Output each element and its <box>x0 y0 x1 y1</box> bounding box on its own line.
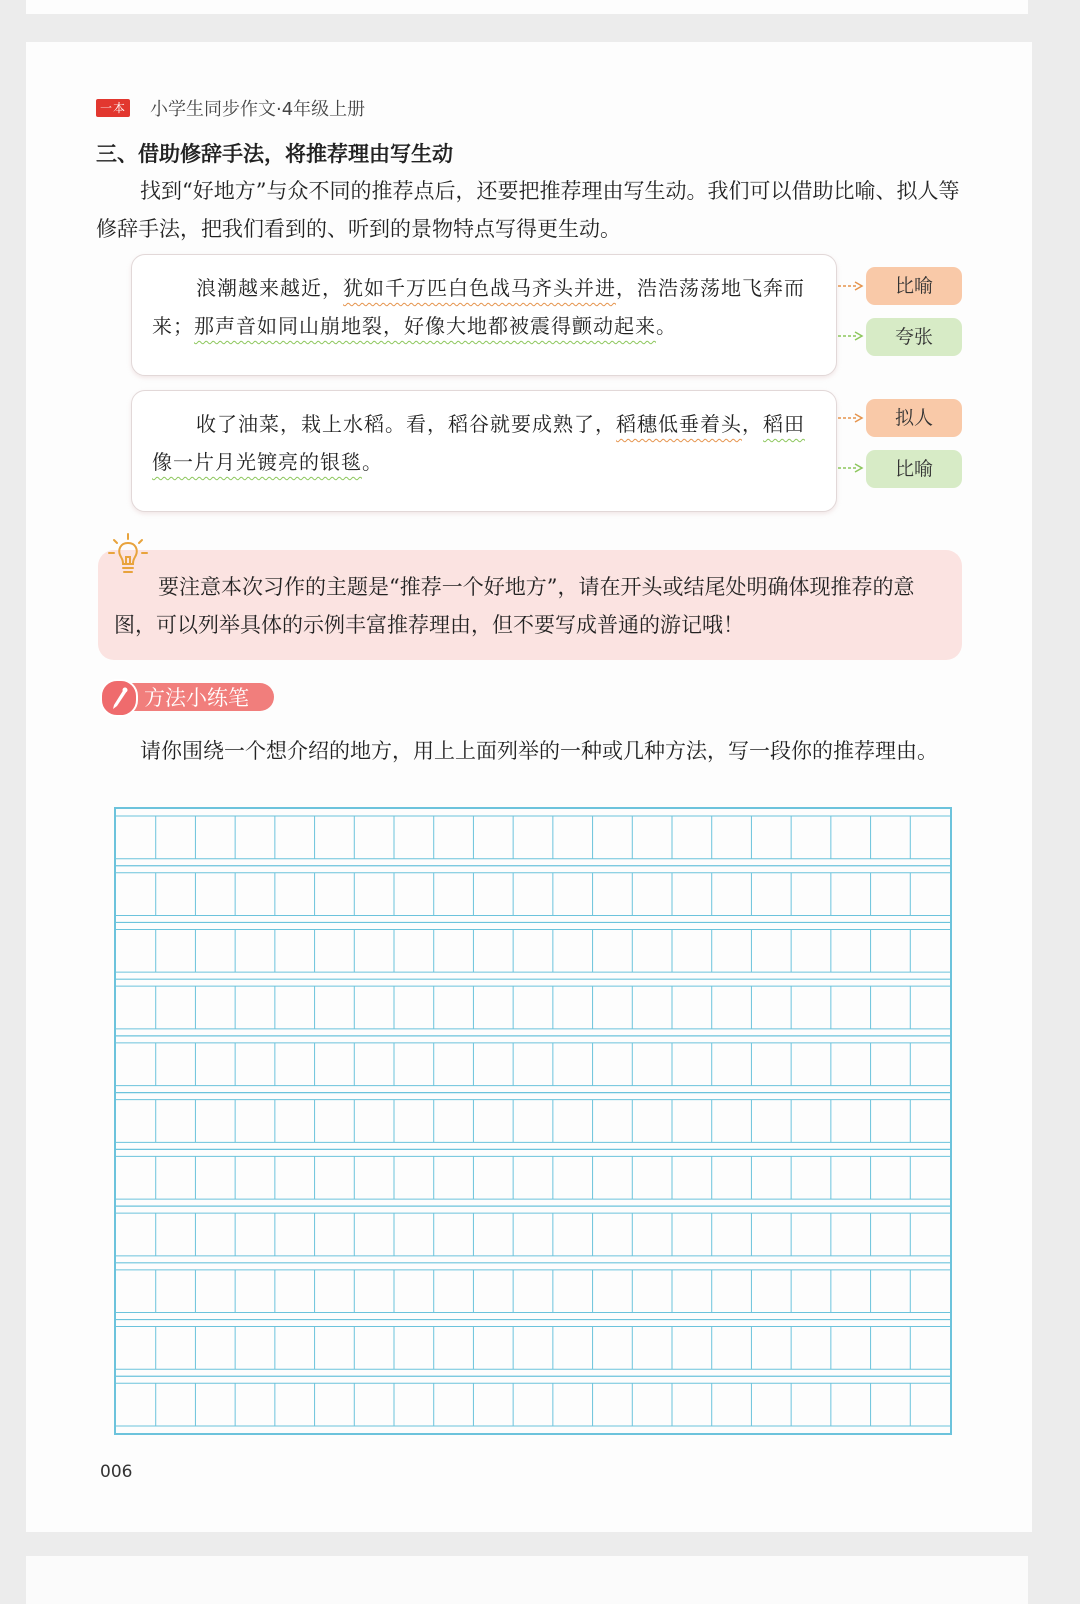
next-page-edge <box>26 1556 1028 1604</box>
book-title: 小学生同步作文·4年级上册 <box>150 99 366 120</box>
example-1-segment: 浪潮越来越近， <box>196 276 343 300</box>
publisher-logo: 一本 <box>96 99 130 117</box>
tag-simile-2: 比喻 <box>866 450 962 488</box>
example-box-2 <box>131 390 837 512</box>
book-page <box>26 42 1032 1532</box>
example-1-segment: 。 <box>656 314 677 338</box>
tip-box <box>98 550 962 660</box>
example-2-segment: ， <box>742 412 763 436</box>
exaggeration-phrase: 那声音如同山崩地裂，好像大地都被震得颤动起来 <box>194 314 656 338</box>
writing-grid-lines <box>116 809 950 1433</box>
personification-phrase: 稻穗低垂着头 <box>616 412 742 436</box>
tag-simile: 比喻 <box>866 267 962 305</box>
example-2-text <box>152 405 822 481</box>
example-box-1 <box>131 254 837 376</box>
tip-text: 要注意本次习作的主题是“推荐一个好地方”，请在开头或结尾处明确体现推荐的意图，可以列举具体的示例丰富推荐理由，但不要写成普通的游记哦！ <box>114 575 915 637</box>
example-1-text <box>152 269 822 345</box>
simile-phrase: 稻田像一片月光镀亮的银毯 <box>152 412 805 474</box>
page-number: 006 <box>100 1462 133 1482</box>
example-2-segment: 。 <box>362 450 383 474</box>
arrow-icon <box>836 462 864 474</box>
practice-instruction <box>96 732 976 770</box>
section-intro <box>96 172 976 248</box>
lightbulb-icon <box>106 532 150 578</box>
tag-personification: 拟人 <box>866 399 962 437</box>
section-title: 三、借助修辞手法，将推荐理由写生动 <box>96 142 453 166</box>
pen-icon <box>100 679 138 717</box>
practice-text: 请你围绕一个想介绍的地方，用上上面列举的一种或几种方法，写一段你的推荐理由。 <box>140 739 938 763</box>
page-header <box>96 96 365 120</box>
previous-page-edge <box>26 0 1028 14</box>
tag-exaggeration: 夸张 <box>866 318 962 356</box>
method-label-text: 方法小练笔 <box>144 686 249 710</box>
arrow-icon <box>836 280 864 292</box>
arrow-icon <box>836 412 864 424</box>
writing-grid[interactable] <box>114 807 952 1435</box>
example-1-segment: ，浩浩荡荡地飞奔而来； <box>152 276 805 338</box>
simile-phrase: 犹如千万匹白色战马齐头并进 <box>343 276 616 300</box>
example-2-segment: 收了油菜，栽上水稻。看，稻谷就要成熟了， <box>196 412 616 436</box>
arrow-icon <box>836 330 864 342</box>
section-intro-text: 找到“好地方”与众不同的推荐点后，还要把推荐理由写生动。我们可以借助比喻、拟人等修辞手法，把我们看到的、听到的景物特点写得更生动。 <box>96 179 960 241</box>
